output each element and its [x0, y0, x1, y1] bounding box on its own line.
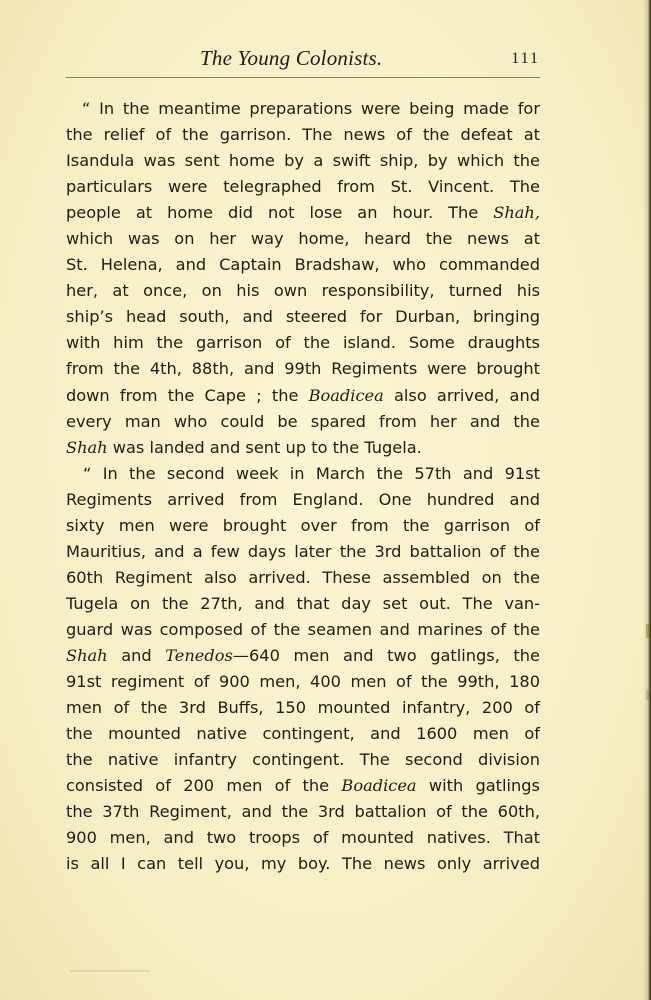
text-line	[66, 825, 540, 851]
text-run: St. Helena, and Captain Bradshaw, who commanded	[66, 255, 540, 275]
text-run: every man who could be spared from her and the	[66, 411, 540, 431]
header-rule	[66, 77, 540, 78]
body-text	[66, 96, 540, 877]
text-line	[66, 695, 540, 721]
italic-text: Shah	[66, 437, 108, 457]
text-run: was landed and sent up to the Tugela.	[107, 437, 422, 457]
text-line	[66, 356, 540, 382]
text-run: also arrived, and	[383, 385, 540, 405]
text-line	[66, 799, 540, 825]
text-line	[66, 252, 540, 278]
text-line	[66, 226, 540, 252]
text-run: —640 men and two gatlings, the	[232, 645, 540, 665]
paragraph	[66, 96, 540, 461]
text-line	[66, 669, 540, 695]
text-line	[66, 461, 540, 487]
page-edge-shadow	[643, 0, 651, 1000]
text-run: the 37th Regiment, and the 3rd battalion of the 60th,	[66, 802, 540, 822]
text-line	[66, 851, 540, 877]
text-line	[66, 617, 540, 643]
text-line	[66, 435, 540, 461]
text-run: sixty men were brought over from the garrison of	[66, 515, 540, 535]
text-run: down from the Cape ; the	[66, 385, 309, 405]
text-run: the mounted native contingent, and 1600 men of	[66, 724, 540, 744]
text-line	[66, 200, 540, 226]
text-line	[66, 565, 540, 591]
text-run: with him the garrison of the island. Some draughts	[66, 333, 540, 353]
page-number: 111	[511, 50, 540, 67]
text-line	[66, 591, 540, 617]
text-line	[66, 409, 540, 435]
text-run: men of the 3rd Buffs, 150 mounted infantry, 200 of	[66, 698, 540, 718]
text-run: from the 4th, 88th, and 99th Regiments were brought	[66, 359, 540, 379]
text-run: is all I can tell you, my boy. The news only arrived	[66, 854, 540, 874]
text-line	[66, 122, 540, 148]
text-run: consisted of 200 men of the	[66, 776, 342, 796]
text-run: which was on her way home, heard the news at	[66, 229, 540, 249]
text-run: the relief of the garrison. The news of the defeat at	[66, 125, 540, 145]
paragraph	[66, 461, 540, 878]
italic-text: Shah	[66, 645, 108, 665]
italic-text: Boadicea	[341, 776, 417, 796]
italic-text: Tenedos	[165, 645, 233, 665]
paper-stain	[70, 970, 150, 972]
text-run: the native infantry contingent. The second division	[66, 750, 540, 770]
text-run: particulars were telegraphed from St. Vincent. The	[66, 177, 540, 197]
italic-text: Boadicea	[308, 385, 384, 405]
text-line	[66, 721, 540, 747]
text-run: Isandula was sent home by a swift ship, by which the	[66, 151, 540, 171]
text-line	[66, 487, 540, 513]
text-run: Tugela on the 27th, and that day set out. The van-	[66, 593, 540, 613]
text-run: “ In the meantime preparations were being made for	[82, 99, 540, 118]
page-header	[66, 44, 540, 78]
text-line	[66, 148, 540, 174]
text-line	[66, 773, 540, 799]
text-run: guard was composed of the seamen and marines of the	[66, 619, 540, 639]
text-line	[66, 513, 540, 539]
text-run: with gatlings	[416, 776, 540, 796]
text-run: 900 men, and two troops of mounted natives. That	[66, 828, 540, 848]
text-run: ship’s head south, and steered for Durban, bringing	[66, 307, 540, 327]
text-line	[66, 96, 540, 122]
text-run: “ In the second week in March the 57th and 91st	[83, 463, 540, 483]
text-line	[66, 278, 540, 304]
text-line	[66, 383, 540, 409]
text-run: 91st regiment of 900 men, 400 men of the 99th, 180	[66, 672, 540, 692]
running-title: The Young Colonists.	[200, 46, 383, 70]
text-run: Regiments arrived from England. One hundred and	[66, 489, 540, 509]
text-line	[66, 304, 540, 330]
text-run: Mauritius, and a few days later the 3rd battalion of the	[66, 541, 540, 561]
text-run: people at home did not lose an hour. The	[66, 203, 494, 223]
text-line	[66, 643, 540, 669]
text-line	[66, 330, 540, 356]
text-run: her, at once, on his own responsibility, turned his	[66, 281, 540, 301]
text-run: 60th Regiment also arrived. These assembled on the	[66, 567, 540, 587]
italic-text: Shah,	[493, 203, 540, 223]
text-line	[66, 747, 540, 773]
text-line	[66, 539, 540, 565]
text-run: and	[107, 645, 166, 665]
text-line	[66, 174, 540, 200]
